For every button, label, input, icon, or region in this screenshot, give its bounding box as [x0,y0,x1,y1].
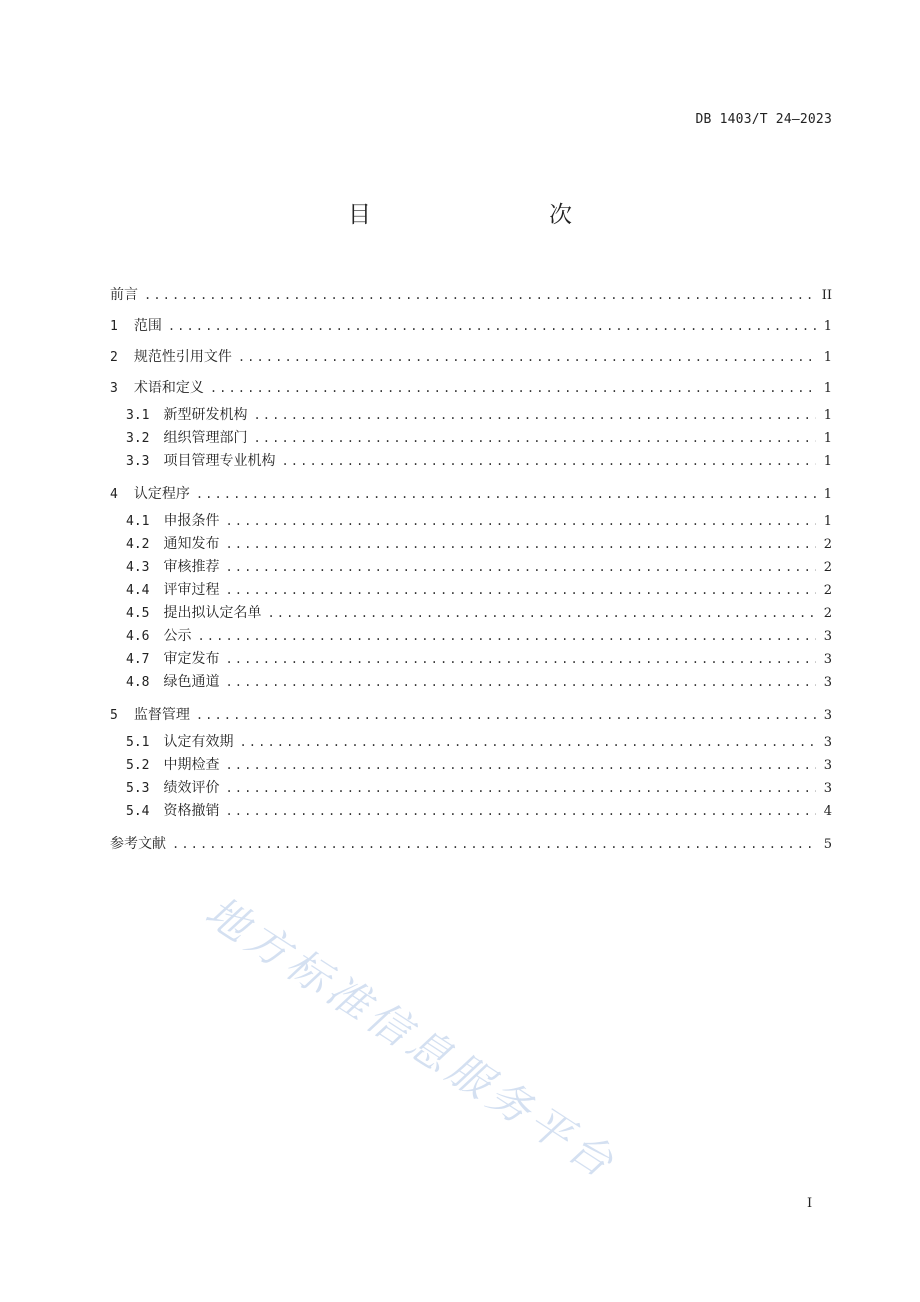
watermark: 地方标准信息服务平台 [196,886,627,1190]
toc-entry-number: 4.4 [126,583,150,598]
page-number: I [807,1196,813,1211]
toc-entry-number: 3.2 [126,431,150,446]
toc-entry-label: 前言 [110,287,138,303]
toc-entry-label: 通知发布 [163,536,220,552]
toc-entry-page: 2 [823,537,832,552]
toc-entry-number: 4.2 [126,537,150,552]
toc-leader-dots [196,700,816,731]
toc-entry-label: 组织管理部门 [163,430,248,446]
toc-leader-dots [281,450,816,473]
toc-entry[interactable] [110,800,832,823]
toc-entry[interactable] [110,373,832,404]
toc-leader-dots [225,648,816,671]
toc-entry-label: 术语和定义 [133,380,204,396]
toc-entry[interactable] [110,648,832,671]
toc-entry-number: 5.1 [126,735,150,750]
toc-entry-label: 绿色通道 [163,674,220,690]
toc-leader-dots [253,427,816,450]
toc-entry-number: 4.1 [126,514,150,529]
toc-leader-dots [225,671,816,694]
toc-entry[interactable] [110,479,832,510]
toc-entry-page: 1 [823,350,832,365]
toc-entry-number: 3.3 [126,454,150,469]
toc-leader-dots [225,556,816,579]
toc-entry-number: 5.4 [126,804,150,819]
toc-leader-dots [172,829,816,860]
toc-leader-dots [225,533,816,556]
toc-leader-dots [225,777,816,800]
toc-entry[interactable] [110,427,832,450]
toc-entry-page: 2 [823,583,832,598]
toc-entry-page: II [821,288,832,303]
toc-entry-label: 资格撤销 [163,803,220,819]
toc-leader-dots [253,404,816,427]
toc-entry-page: 1 [823,454,832,469]
toc-entry[interactable] [110,700,832,731]
toc-entry-label: 中期检查 [163,757,220,773]
toc-entry-label: 规范性引用文件 [133,349,232,365]
toc-entry-label: 范围 [133,318,162,334]
toc-leader-dots [168,311,816,342]
toc-entry[interactable] [110,829,832,860]
toc-entry[interactable] [110,602,832,625]
table-of-contents [110,280,832,860]
toc-entry-page: 2 [823,560,832,575]
toc-leader-dots [225,579,816,602]
toc-entry-number: 4.7 [126,652,150,667]
toc-entry[interactable] [110,510,832,533]
toc-entry-number: 3.1 [126,408,150,423]
toc-entry-label: 提出拟认定名单 [163,605,262,621]
toc-leader-dots [197,625,816,648]
toc-leader-dots [239,731,816,754]
toc-entry-page: 1 [823,319,832,334]
toc-leader-dots [225,754,816,777]
toc-entry[interactable] [110,579,832,602]
toc-entry-number: 4 [110,487,118,502]
toc-entry-number: 3 [110,381,118,396]
toc-leader-dots [196,479,816,510]
toc-entry-number: 2 [110,350,118,365]
toc-entry-page: 3 [823,781,832,796]
toc-entry-page: 1 [823,514,832,529]
toc-entry-page: 3 [823,758,832,773]
toc-entry-label: 监督管理 [133,707,190,723]
toc-entry-label: 申报条件 [163,513,220,529]
toc-leader-dots [144,280,816,311]
toc-entry-page: 3 [823,735,832,750]
toc-entry-page: 1 [823,408,832,423]
toc-entry-page: 5 [823,837,832,852]
toc-entry[interactable] [110,450,832,473]
toc-entry-number: 5.2 [126,758,150,773]
toc-entry-page: 2 [823,606,832,621]
document-code: DB 1403/T 24—2023 [695,112,832,127]
toc-entry[interactable] [110,533,832,556]
toc-leader-dots [225,510,816,533]
toc-entry-number: 1 [110,319,118,334]
toc-entry-label: 审核推荐 [163,559,220,575]
toc-entry[interactable] [110,777,832,800]
toc-leader-dots [225,800,816,823]
toc-entry[interactable] [110,280,832,311]
toc-entry-page: 1 [823,487,832,502]
toc-entry-label: 公示 [163,628,192,644]
toc-entry-page: 1 [823,431,832,446]
toc-entry-number: 4.5 [126,606,150,621]
toc-entry-number: 5.3 [126,781,150,796]
toc-entry[interactable] [110,342,832,373]
toc-entry-number: 4.6 [126,629,150,644]
toc-entry-label: 审定发布 [163,651,220,667]
toc-entry[interactable] [110,671,832,694]
toc-entry-page: 4 [823,804,832,819]
toc-entry-number: 5 [110,708,118,723]
toc-entry-label: 认定程序 [133,486,190,502]
toc-entry-page: 3 [823,629,832,644]
toc-entry-page: 3 [823,708,832,723]
toc-entry[interactable] [110,404,832,427]
toc-entry-label: 项目管理专业机构 [163,453,276,469]
toc-entry[interactable] [110,625,832,648]
toc-entry-label: 绩效评价 [163,780,220,796]
toc-entry-page: 1 [823,381,832,396]
toc-entry[interactable] [110,311,832,342]
toc-entry-number: 4.8 [126,675,150,690]
page-title: 目 次 [348,202,616,228]
toc-entry[interactable] [110,556,832,579]
toc-entry-label: 评审过程 [163,582,220,598]
toc-entry-label: 认定有效期 [163,734,234,750]
toc-entry-number: 4.3 [126,560,150,575]
toc-entry[interactable] [110,731,832,754]
toc-entry-label: 参考文献 [110,836,166,852]
toc-entry-label: 新型研发机构 [163,407,248,423]
toc-leader-dots [210,373,816,404]
toc-entry-page: 3 [823,675,832,690]
toc-entry-page: 3 [823,652,832,667]
toc-entry[interactable] [110,754,832,777]
toc-leader-dots [238,342,816,373]
toc-leader-dots [267,602,816,625]
